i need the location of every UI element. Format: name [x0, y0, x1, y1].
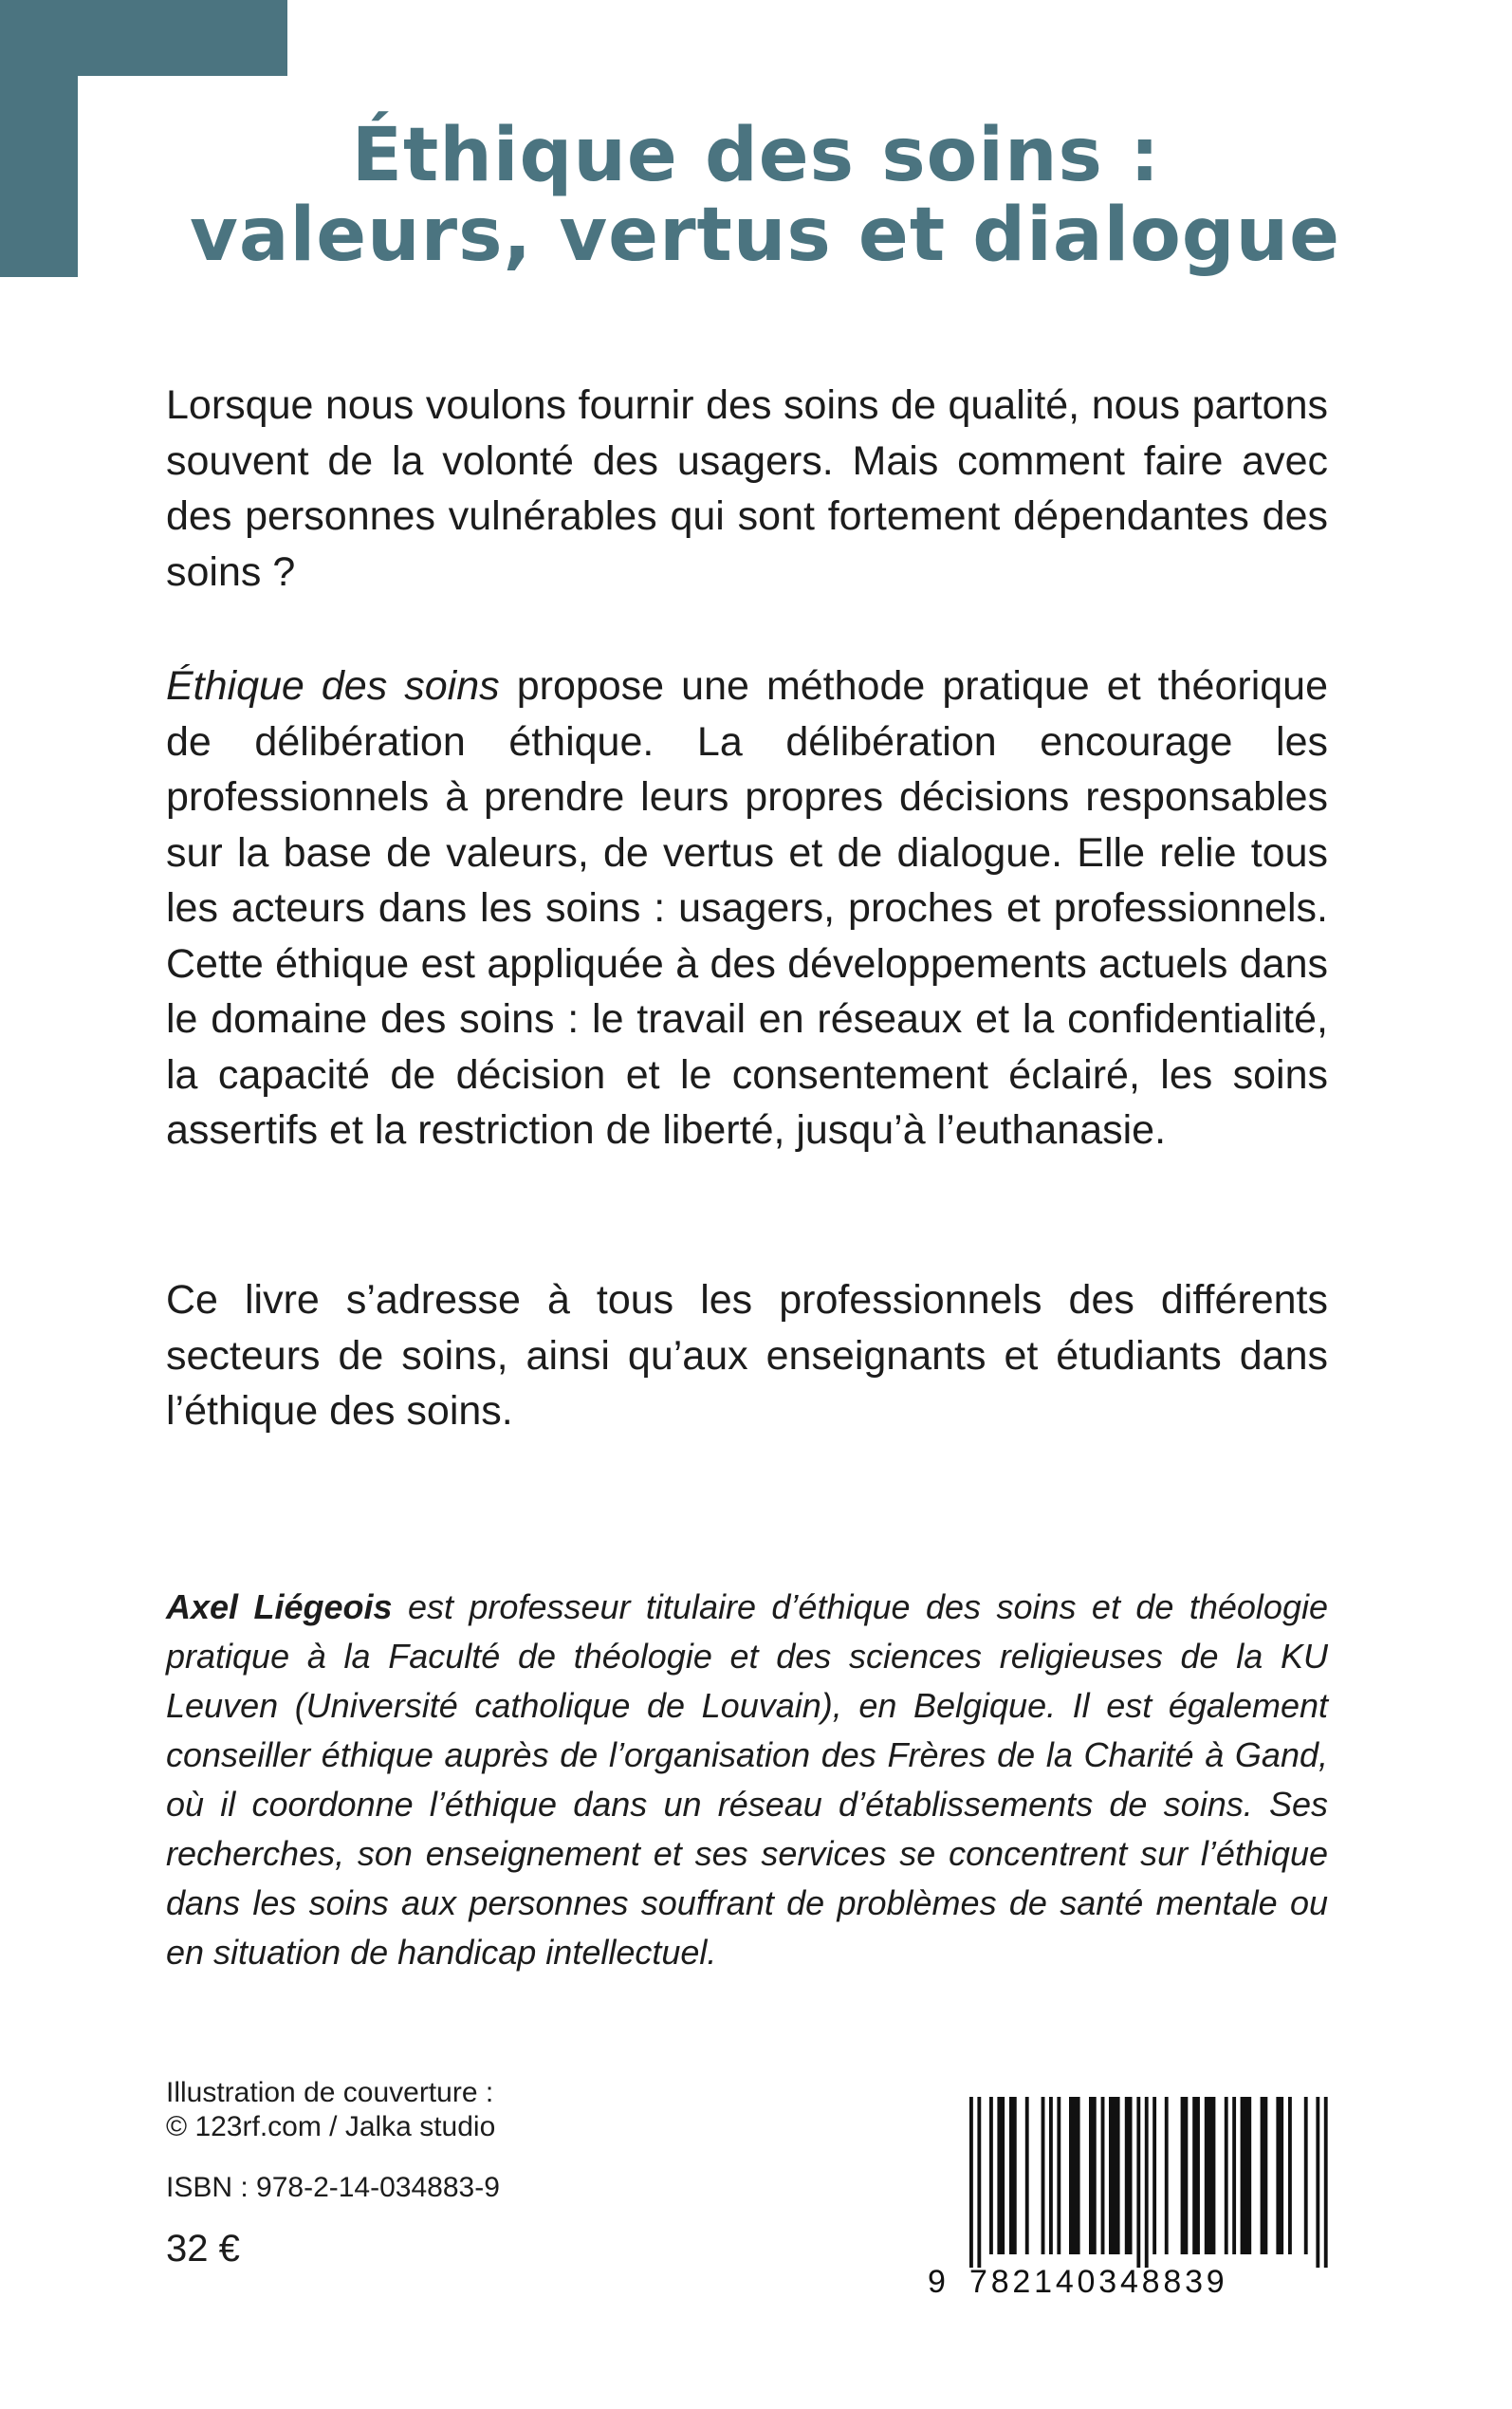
author-bio	[166, 1583, 1328, 1977]
summary-paragraph-3: Ce livre s’adresse à tous les professionnels des différents secteurs de soins, ainsi qu’aux enseignants et étudiants dans l’éthique des soins.	[166, 1277, 1328, 1434]
barcode-bar	[1192, 2097, 1200, 2254]
summary-paragraph-1: Lorsque nous voulons fournir des soins de qualité, nous partons souvent de la volonté des usagers. Mais comment faire avec des personnes vulnérables qui sont fortement dépendantes des soins ?	[166, 382, 1328, 595]
barcode-bar	[969, 2097, 973, 2268]
barcode-bar	[1304, 2097, 1308, 2254]
isbn-number: ISBN : 978-2-14-034883-9	[166, 2172, 500, 2203]
barcode-bar	[997, 2097, 1005, 2254]
barcode-bar	[1165, 2097, 1169, 2254]
barcode-bars	[928, 2097, 1328, 2268]
barcode-bar	[1057, 2097, 1060, 2254]
price: 32 €	[166, 2228, 240, 2270]
barcode-bar	[1145, 2097, 1149, 2268]
summary-paragraph-2-text: propose une méthode pratique et théorique de délibération éthique. La délibération encourage les professionnels à prendre leurs propres décisions responsables sur la base de valeurs, de vertus et de dialogue. Elle relie tous les acteurs dans les soins : usagers, proches et professionnels. Cette éthique est appliquée à des développements actuels dans le domaine des soins : le travail en réseaux et la confidentialité, la capacité de décision et le consentement éclairé, les soins assertifs et la restriction de liberté, jusqu’à l’euthanasie.	[166, 663, 1328, 1153]
barcode-bar	[989, 2097, 993, 2254]
barcode-icon	[928, 2097, 1328, 2275]
barcode-bar	[1101, 2097, 1105, 2254]
barcode-bar	[1261, 2097, 1268, 2254]
barcode-bar	[1025, 2097, 1029, 2254]
title-line-1: Éthique des soins :	[351, 113, 1161, 198]
credit-line-2: © 123rf.com / Jalka studio	[166, 2111, 496, 2142]
barcode-number	[928, 2264, 1328, 2302]
barcode-bar	[1136, 2097, 1140, 2268]
corner-accent-bar-vertical	[0, 0, 78, 277]
summary-paragraph-2	[166, 658, 1328, 1158]
barcode-bar	[1042, 2097, 1045, 2254]
barcode-bar	[977, 2097, 981, 2268]
title-line-2: valeurs, vertus et dialogue	[190, 193, 1341, 278]
barcode-lead-digit: 9	[928, 2264, 948, 2300]
book-title	[190, 113, 1341, 278]
barcode-bar	[1276, 2097, 1283, 2254]
barcode-bar	[1109, 2097, 1120, 2254]
barcode-bar	[1181, 2097, 1189, 2254]
barcode-bar	[1205, 2097, 1216, 2254]
credit-line-1: Illustration de couverture :	[166, 2077, 494, 2108]
barcode-bar	[1324, 2097, 1328, 2268]
author-name: Axel Liégeois	[166, 1587, 393, 1626]
barcode-bar	[1241, 2097, 1252, 2254]
barcode-bar	[1288, 2097, 1292, 2254]
barcode-bar	[1316, 2097, 1319, 2268]
barcode-bar	[1089, 2097, 1097, 2254]
barcode-bar	[1049, 2097, 1053, 2254]
barcode-bar	[1232, 2097, 1236, 2254]
author-bio-text: est professeur titulaire d’éthique des soins et de théologie pratique à la Faculté de théologie et des sciences religieuses de la KU Leuven (Université catholique de Louvain), en Belgique. Il est également conseiller éthique auprès de l’organisation des Frères de la Charité à Gand, où il coordonne l’éthique dans un réseau d’établissements de soins. Ses recherches, son enseignement et ses services se concentrent sur l’éthique dans les soins aux personnes souffrant de problèmes de santé mentale ou en situation de handicap intellectuel.	[166, 1587, 1328, 1972]
book-title-inline: Éthique des soins	[166, 663, 500, 709]
barcode-bar	[1125, 2097, 1133, 2254]
illustration-credit	[166, 2076, 495, 2144]
barcode-bar	[1225, 2097, 1228, 2254]
barcode-bar	[1152, 2097, 1156, 2254]
barcode-bar	[1069, 2097, 1080, 2254]
barcode-digits: 782140348839	[969, 2264, 1228, 2300]
barcode-bar	[1009, 2097, 1017, 2254]
